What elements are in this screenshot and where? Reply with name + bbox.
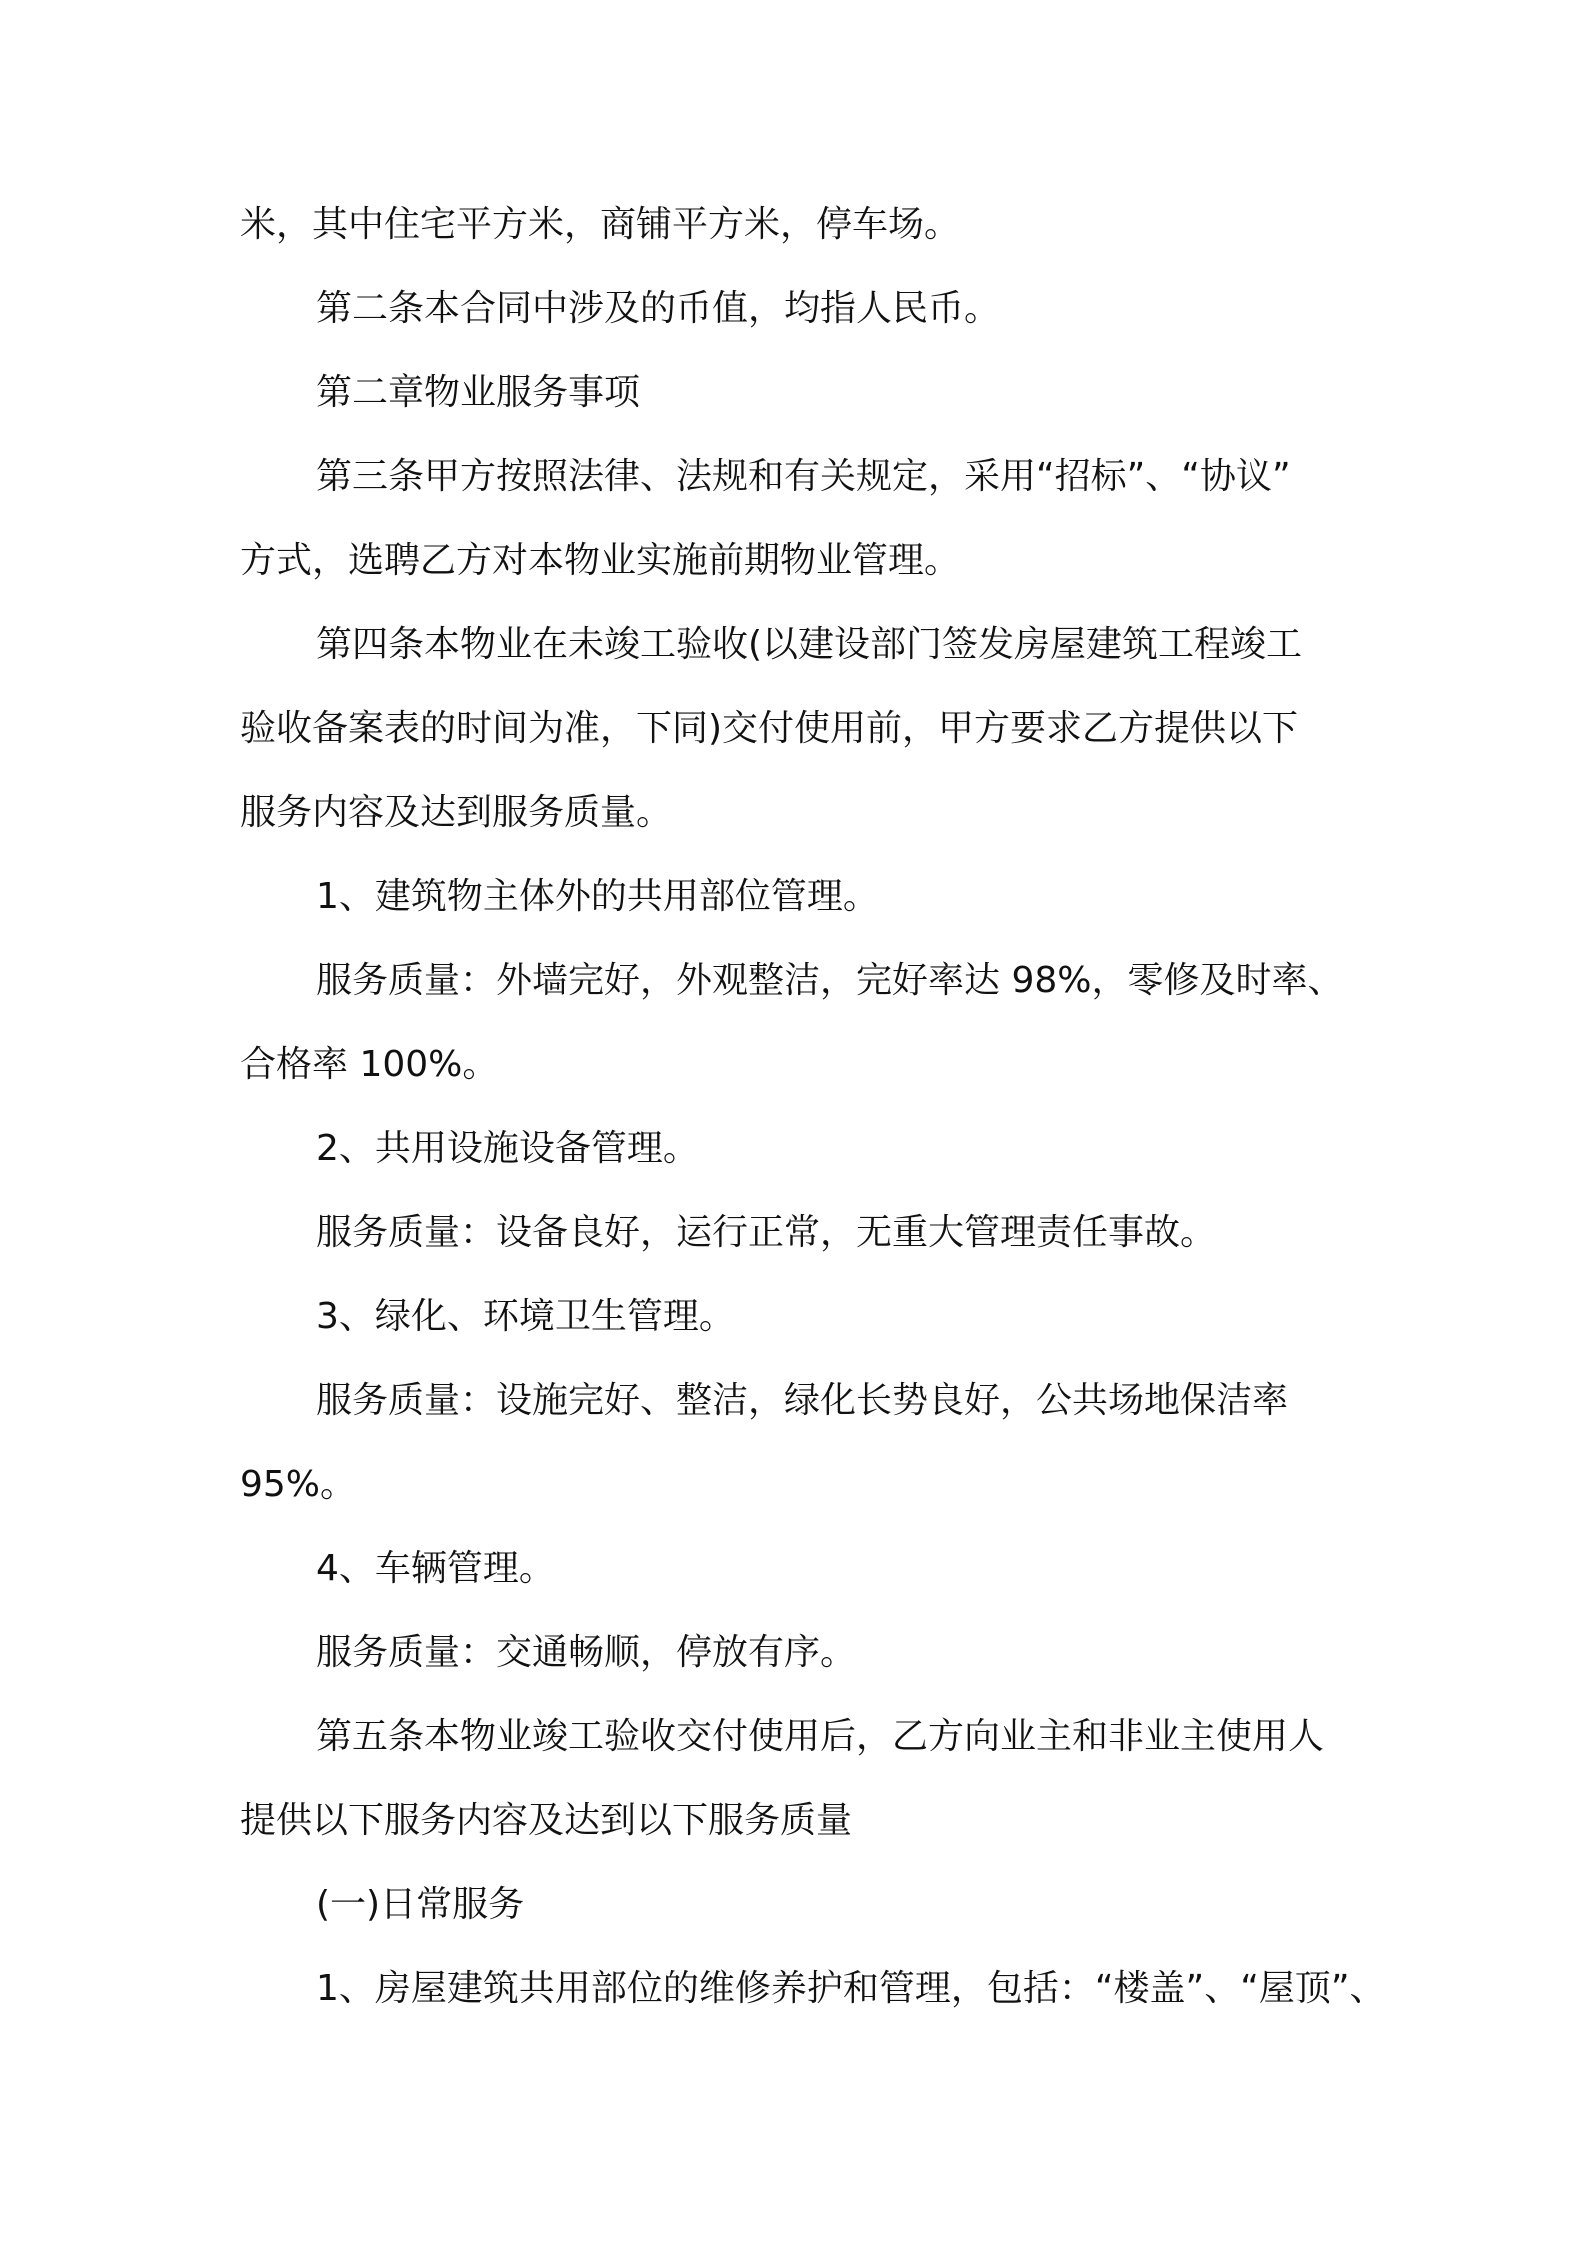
chapter-heading: 第二章物业服务事项 (316, 372, 641, 413)
text-line: 验收备案表的时间为准，下同)交付使用前，甲方要求乙方提供以下 (240, 708, 1299, 749)
section-heading: (一)日常服务 (316, 1884, 525, 1925)
text-line: 方式，选聘乙方对本物业实施前期物业管理。 (240, 540, 961, 581)
text-line: 提供以下服务内容及达到以下服务质量 (240, 1800, 853, 1841)
list-item: 2、共用设施设备管理。 (316, 1128, 699, 1169)
text-line: 服务内容及达到服务质量。 (240, 792, 673, 833)
text-line: 95%。 (240, 1464, 357, 1505)
list-item: 1、房屋建筑共用部位的维修养护和管理，包括：“楼盖”、“屋顶”、 (316, 1968, 1386, 2009)
text-line: 服务质量：设备良好，运行正常，无重大管理责任事故。 (316, 1212, 1217, 1253)
text-line: 第四条本物业在未竣工验收(以建设部门签发房屋建筑工程竣工 (316, 624, 1303, 665)
list-item: 1、建筑物主体外的共用部位管理。 (316, 876, 879, 917)
text-line: 第二条本合同中涉及的币值，均指人民币。 (316, 288, 1001, 329)
text-line: 第五条本物业竣工验收交付使用后，乙方向业主和非业主使用人 (316, 1716, 1325, 1757)
text-line: 第三条甲方按照法律、法规和有关规定，采用“招标”、“协议” (316, 456, 1291, 497)
text-line: 合格率 100%。 (240, 1044, 499, 1085)
text-line: 米，其中住宅平方米，商铺平方米，停车场。 (240, 204, 961, 245)
list-item: 3、绿化、环境卫生管理。 (316, 1296, 735, 1337)
text-line: 服务质量：交通畅顺，停放有序。 (316, 1632, 857, 1673)
text-line: 服务质量：外墙完好，外观整洁，完好率达 98%，零修及时率、 (316, 960, 1344, 1001)
text-line: 服务质量：设施完好、整洁，绿化长势良好，公共场地保洁率 (316, 1380, 1289, 1421)
list-item: 4、车辆管理。 (316, 1548, 555, 1589)
